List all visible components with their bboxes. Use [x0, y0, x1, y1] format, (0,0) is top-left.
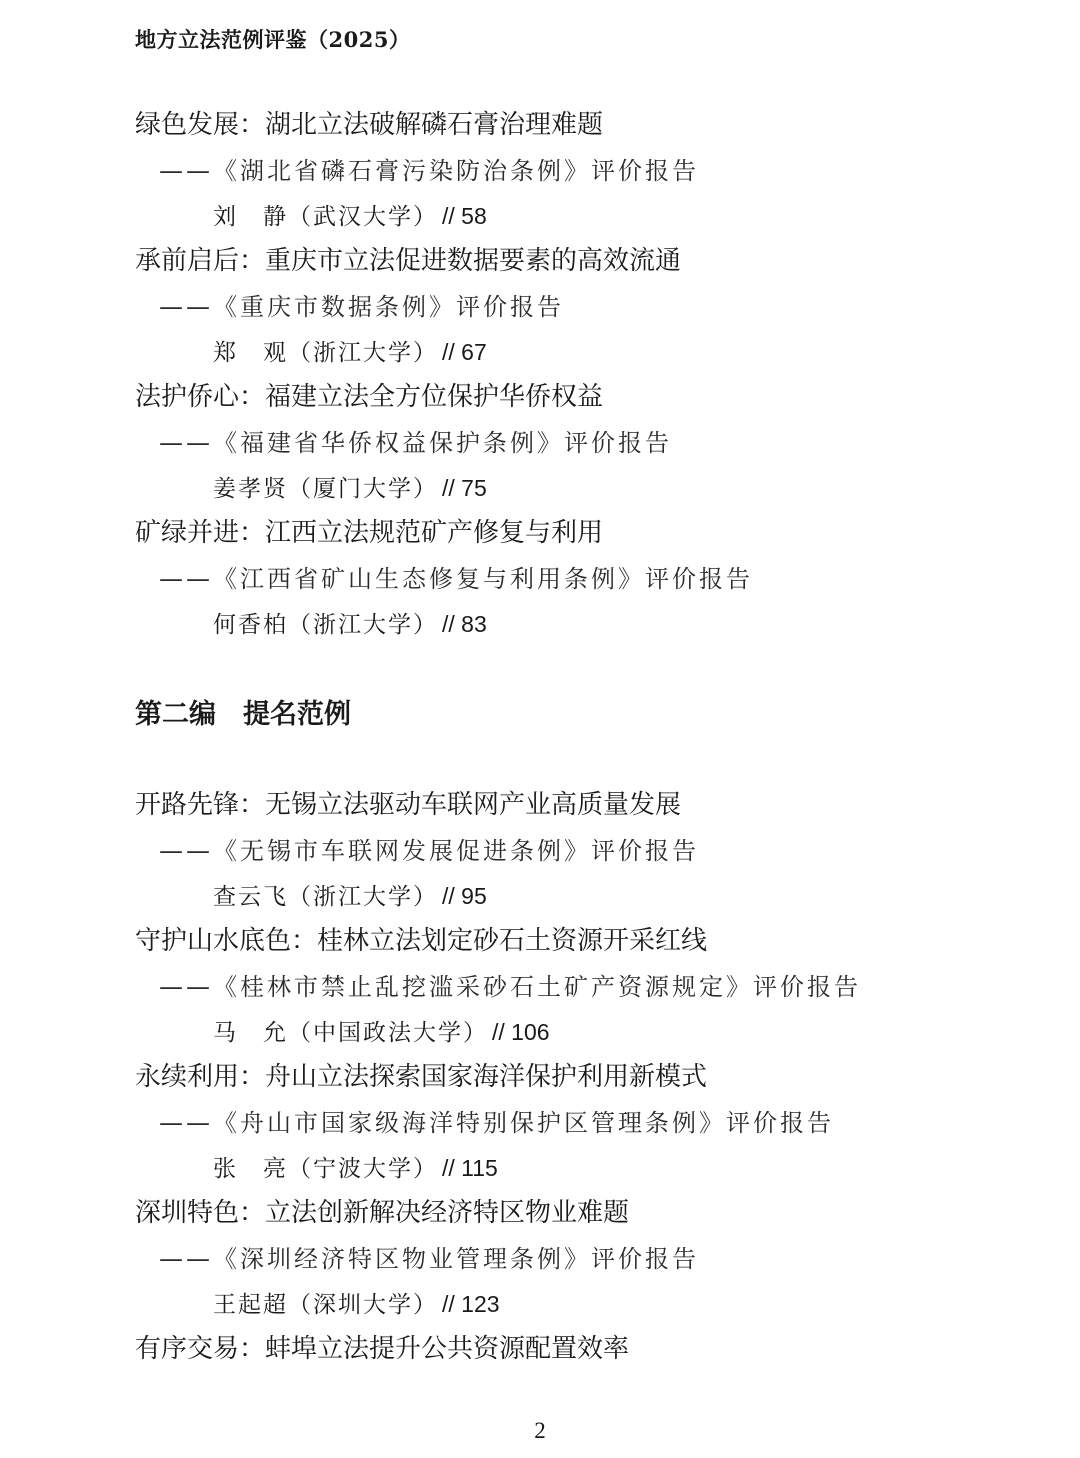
entry-author: 马 允（中国政法大学）: [213, 1020, 488, 1046]
entry-subtitle: ——《桂林市禁止乱挖滥采砂石土矿产资源规定》评价报告: [159, 973, 861, 1001]
entry-page-ref: // 75: [442, 475, 487, 501]
entry-page-ref: // 67: [442, 339, 487, 365]
entry-page-ref: // 95: [442, 883, 487, 909]
entry-title: 深圳特色：立法创新解决经济特区物业难题: [135, 1198, 630, 1228]
toc-entry[interactable]: [135, 782, 1035, 918]
entry-author-line: [135, 1282, 1035, 1326]
section-heading: 第二编 提名范例: [135, 699, 351, 730]
entry-author-line: [135, 330, 1035, 374]
toc-entry[interactable]: [135, 238, 1035, 374]
entry-author-line: [135, 874, 1035, 918]
entry-author: 王起超（深圳大学）: [213, 1292, 438, 1318]
page-number: 2: [534, 1418, 546, 1443]
entry-author: 何香柏（浙江大学）: [213, 612, 438, 638]
entry-subtitle: ——《舟山市国家级海洋特别保护区管理条例》评价报告: [159, 1109, 834, 1137]
toc-entry[interactable]: [135, 102, 1035, 238]
entry-page-ref: // 115: [442, 1155, 498, 1181]
entry-author-line: [135, 194, 1035, 238]
entry-author: 查云飞（浙江大学）: [213, 884, 438, 910]
entry-subtitle: ——《无锡市车联网发展促进条例》评价报告: [159, 837, 699, 865]
entry-author: 刘 静（武汉大学）: [213, 204, 438, 230]
entry-author-line: [135, 602, 1035, 646]
running-header: 地方立法范例评鉴（2025）: [135, 27, 411, 52]
toc-entry[interactable]: [135, 918, 1035, 1054]
table-of-contents: [135, 102, 1035, 1372]
entry-page-ref: // 83: [442, 611, 487, 637]
entry-title: 守护山水底色：桂林立法划定砂石土资源开采红线: [135, 926, 708, 956]
entry-title: 有序交易：蚌埠立法提升公共资源配置效率: [135, 1334, 630, 1364]
entry-page-ref: // 123: [442, 1291, 500, 1317]
toc-entry[interactable]: [135, 510, 1035, 646]
toc-entry[interactable]: [135, 374, 1035, 510]
entry-title: 永续利用：舟山立法探索国家海洋保护利用新模式: [135, 1062, 708, 1092]
toc-entry[interactable]: [135, 1054, 1035, 1190]
entry-subtitle: ——《江西省矿山生态修复与利用条例》评价报告: [159, 565, 753, 593]
toc-entry[interactable]: [135, 1190, 1035, 1326]
entry-subtitle: ——《湖北省磷石膏污染防治条例》评价报告: [159, 157, 699, 185]
entry-author-line: [135, 1010, 1035, 1054]
entry-title: 法护侨心：福建立法全方位保护华侨权益: [135, 382, 604, 412]
entry-author-line: [135, 466, 1035, 510]
entry-subtitle: ——《深圳经济特区物业管理条例》评价报告: [159, 1245, 699, 1273]
spacer: [135, 646, 1035, 692]
spacer: [135, 738, 1035, 782]
entry-page-ref: // 58: [442, 203, 487, 229]
entry-subtitle: ——《福建省华侨权益保护条例》评价报告: [159, 429, 672, 457]
entry-author: 姜孝贤（厦门大学）: [213, 476, 438, 502]
entry-title: 绿色发展：湖北立法破解磷石膏治理难题: [135, 110, 604, 140]
entry-author: 郑 观（浙江大学）: [213, 340, 438, 366]
entry-author: 张 亮（宁波大学）: [213, 1156, 438, 1182]
entry-author-line: [135, 1146, 1035, 1190]
entry-title: 开路先锋：无锡立法驱动车联网产业高质量发展: [135, 790, 682, 820]
entry-page-ref: // 106: [492, 1019, 550, 1045]
toc-entry[interactable]: [135, 1326, 1035, 1372]
entry-subtitle: ——《重庆市数据条例》评价报告: [159, 293, 564, 321]
entry-title: 承前启后：重庆市立法促进数据要素的高效流通: [135, 246, 682, 276]
entry-title: 矿绿并进：江西立法规范矿产修复与利用: [135, 518, 604, 548]
